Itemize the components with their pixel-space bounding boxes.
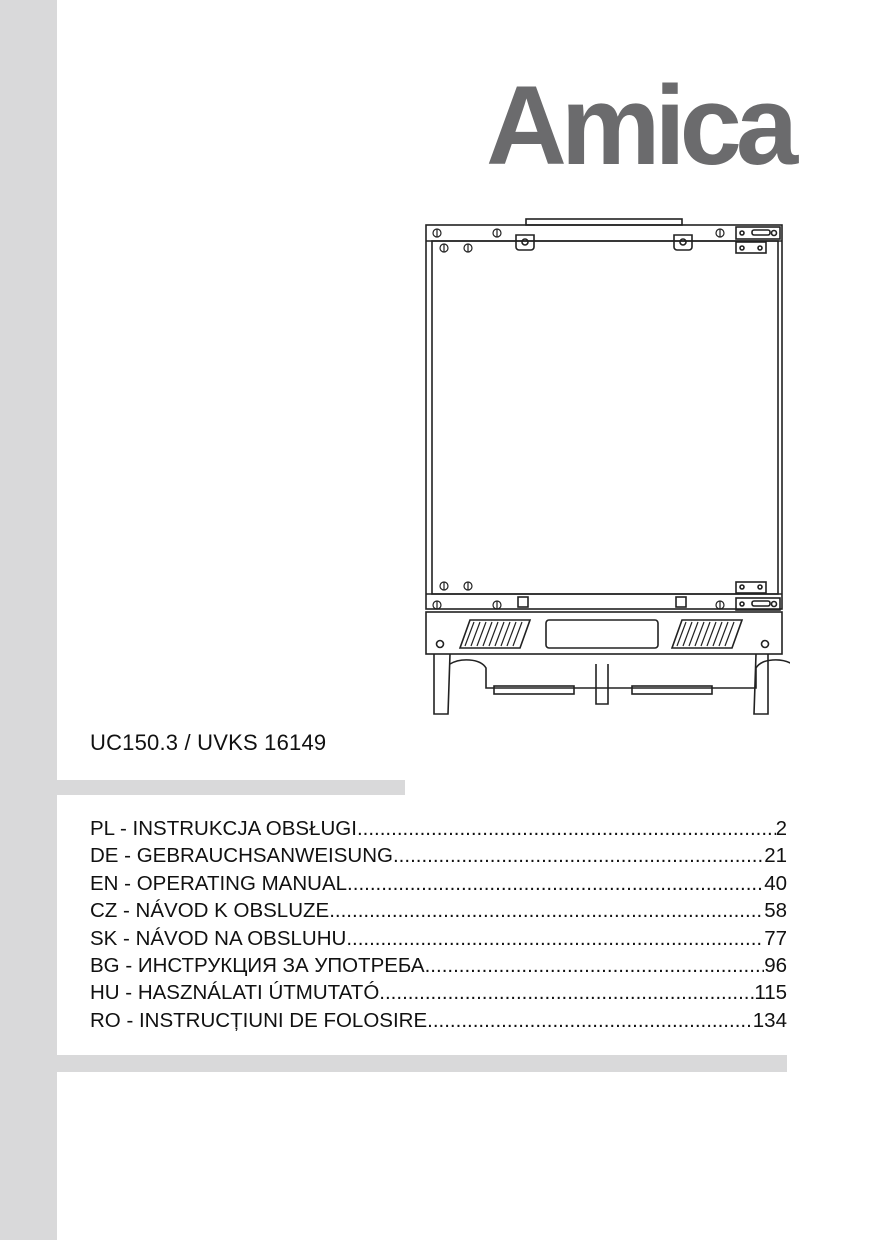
model-number: UC150.3 / UVKS 16149: [90, 730, 327, 755]
toc-entry-de[interactable]: DE - GEBRAUCHSANWEISUNG ..... 21: [90, 844, 787, 871]
amica-logo: Amica: [486, 63, 793, 188]
toc-entry-pl[interactable]: PL - INSTRUKCJA OBSŁUGI ..... 2: [90, 817, 787, 844]
toc-entry-hu[interactable]: HU - HASZNÁLATI ÚTMUTATÓ ..... 115: [90, 981, 787, 1008]
fridge-line-drawing: [420, 214, 790, 720]
divider-bar-bottom: [57, 1055, 787, 1072]
table-of-contents: [90, 817, 787, 1036]
divider-bar-top: [57, 780, 405, 795]
toc-entry-en[interactable]: EN - OPERATING MANUAL ..... 40: [90, 872, 787, 899]
toc-entry-sk[interactable]: SK - NÁVOD NA OBSLUHU ..... 77: [90, 927, 787, 954]
toc-entry-bg[interactable]: BG - ИНСТРУКЦИЯ ЗА УПОТРЕБА ..... 96: [90, 954, 787, 981]
toc-entry-cz[interactable]: CZ - NÁVOD K OBSLUZE ..... 58: [90, 899, 787, 926]
side-band: [0, 0, 57, 1240]
toc-entry-ro[interactable]: RO - INSTRUCȚIUNI DE FOLOSIRE ..... 134: [90, 1009, 787, 1036]
